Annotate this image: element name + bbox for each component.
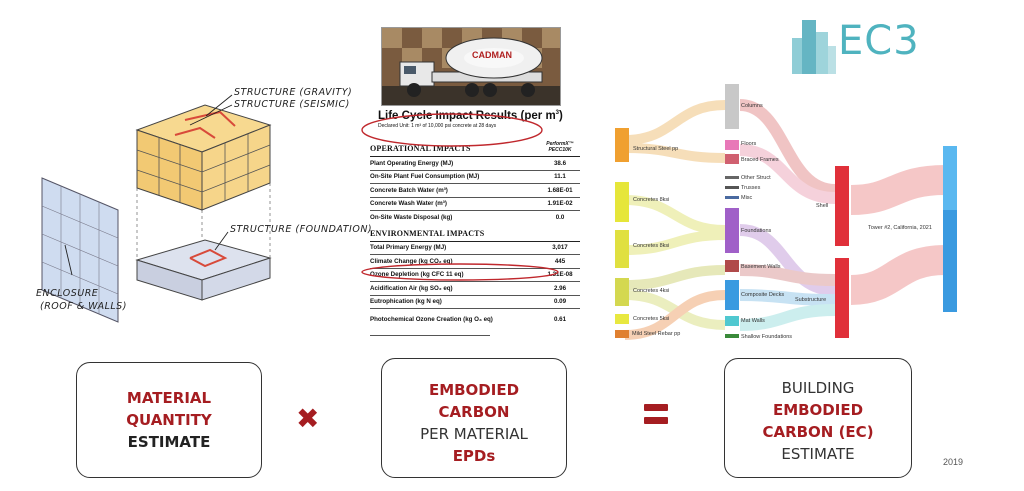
- material-line2: QUANTITY: [126, 411, 212, 429]
- sankey-diagram: [605, 80, 965, 350]
- label-enclosure: ENCLOSURE: [36, 288, 99, 299]
- building-line1: BUILDING: [781, 379, 855, 397]
- material-line1: MATERIAL: [126, 389, 212, 407]
- sankey-left-label: Concretes 4ksi: [633, 288, 670, 294]
- multiply-operator: ✖: [296, 402, 320, 435]
- sankey-middle-label: Other Struct: [741, 175, 771, 181]
- label-structure-gravity: STRUCTURE (GRAVITY): [234, 87, 353, 98]
- epd-row: Eutrophication (kg N eq) 0.09: [370, 296, 580, 310]
- operational-impacts-header: OPERATIONAL IMPACTS: [370, 144, 471, 153]
- epd-row: Ozone Depletion (kg CFC 11 eq) 1.31E-08: [370, 269, 580, 283]
- sankey-middle-label: Foundations: [741, 228, 772, 234]
- sankey-middle-label: Composite Decks: [741, 292, 785, 298]
- epd-row-climate-change: Climate Change (kg CO₂ eq) 445: [370, 255, 580, 269]
- ec3-logo-icon: [790, 14, 836, 74]
- sankey-left-label: Concretes 8ksi: [633, 243, 670, 249]
- epd-row: Total Primary Energy (MJ) 3,017: [370, 242, 580, 256]
- epd-declared-unit: Declared Unit: 1 m³ of 10,000 psi concrete at 28 days: [378, 123, 497, 129]
- embodied-line2: CARBON: [438, 403, 510, 421]
- epd-row: On-Site Plant Fuel Consumption (MJ) 11.1: [370, 171, 580, 185]
- embodied-carbon-box: [381, 358, 567, 478]
- material-line3: ESTIMATE: [127, 433, 211, 451]
- label-structure-seismic: STRUCTURE (SEISMIC): [234, 99, 350, 110]
- sankey-middle-label: Basement Walls: [741, 264, 781, 270]
- epd-row: Acidification Air (kg SO₂ eq) 2.96: [370, 282, 580, 296]
- sankey-left-label: Mild Steel Rebar pp: [632, 331, 681, 337]
- sankey-left-label: Structural Steel pp: [633, 146, 679, 152]
- epd-row: On-Site Waste Disposal (kg) 0.0: [370, 213, 565, 221]
- building-line4: ESTIMATE: [781, 445, 855, 463]
- label-structure-foundation: STRUCTURE (FOUNDATION): [230, 224, 373, 235]
- material-quantity-box: [76, 362, 262, 478]
- ec3-logo-text: EC3: [838, 18, 920, 64]
- concrete-truck-photo: [381, 27, 561, 106]
- sankey-middle-label: Mat Walls: [741, 318, 765, 324]
- epd-row: Concrete Batch Water (m³) 1.68E-01: [370, 184, 580, 198]
- sankey-middle-label: Trusses: [741, 185, 761, 191]
- embodied-line4: EPDs: [452, 447, 496, 465]
- product-name: PerformX™ PECC10K: [546, 141, 574, 153]
- sankey-left-label: Concretes 8ksi: [633, 197, 670, 203]
- building-line3: CARBON (EC): [762, 423, 874, 441]
- embodied-line1: EMBODIED: [428, 381, 520, 399]
- truck-brand-text: CADMAN: [472, 50, 512, 60]
- epd-row: Photochemical Ozone Creation (kg O₃ eq) 0.61: [370, 315, 567, 323]
- sankey-middle-label: Columns: [741, 103, 763, 109]
- sankey-middle-label: Braced Frames: [741, 157, 779, 163]
- sankey-right-label: Shell: [816, 203, 829, 209]
- highlight-ovals: [360, 108, 590, 288]
- sankey-final-label: Tower #2, California, 2021: [868, 225, 932, 231]
- sankey-middle-label: Misc: [741, 195, 753, 201]
- building-ec-box: [724, 358, 912, 478]
- equals-operator: [644, 404, 668, 426]
- year-label: 2019: [943, 457, 964, 467]
- building-line2: EMBODIED: [772, 401, 864, 419]
- sankey-right-label: Substructure: [795, 297, 827, 303]
- epd-title: Life Cycle Impact Results (per $m^3$): [378, 110, 563, 122]
- epd-row: Concrete Wash Water (m³) 1.91E-02: [370, 198, 580, 212]
- label-roof-walls: (ROOF & WALLS): [40, 301, 127, 312]
- epd-row: Plant Operating Energy (MJ) 38.6: [370, 157, 580, 171]
- sankey-middle-label: Floors: [741, 141, 757, 147]
- environmental-impacts-header: ENVIRONMENTAL IMPACTS: [370, 228, 485, 238]
- sankey-middle-label: Shallow Foundations: [741, 334, 793, 340]
- embodied-line3: PER MATERIAL: [420, 425, 528, 443]
- sankey-left-label: Concretes 5ksi: [633, 316, 670, 322]
